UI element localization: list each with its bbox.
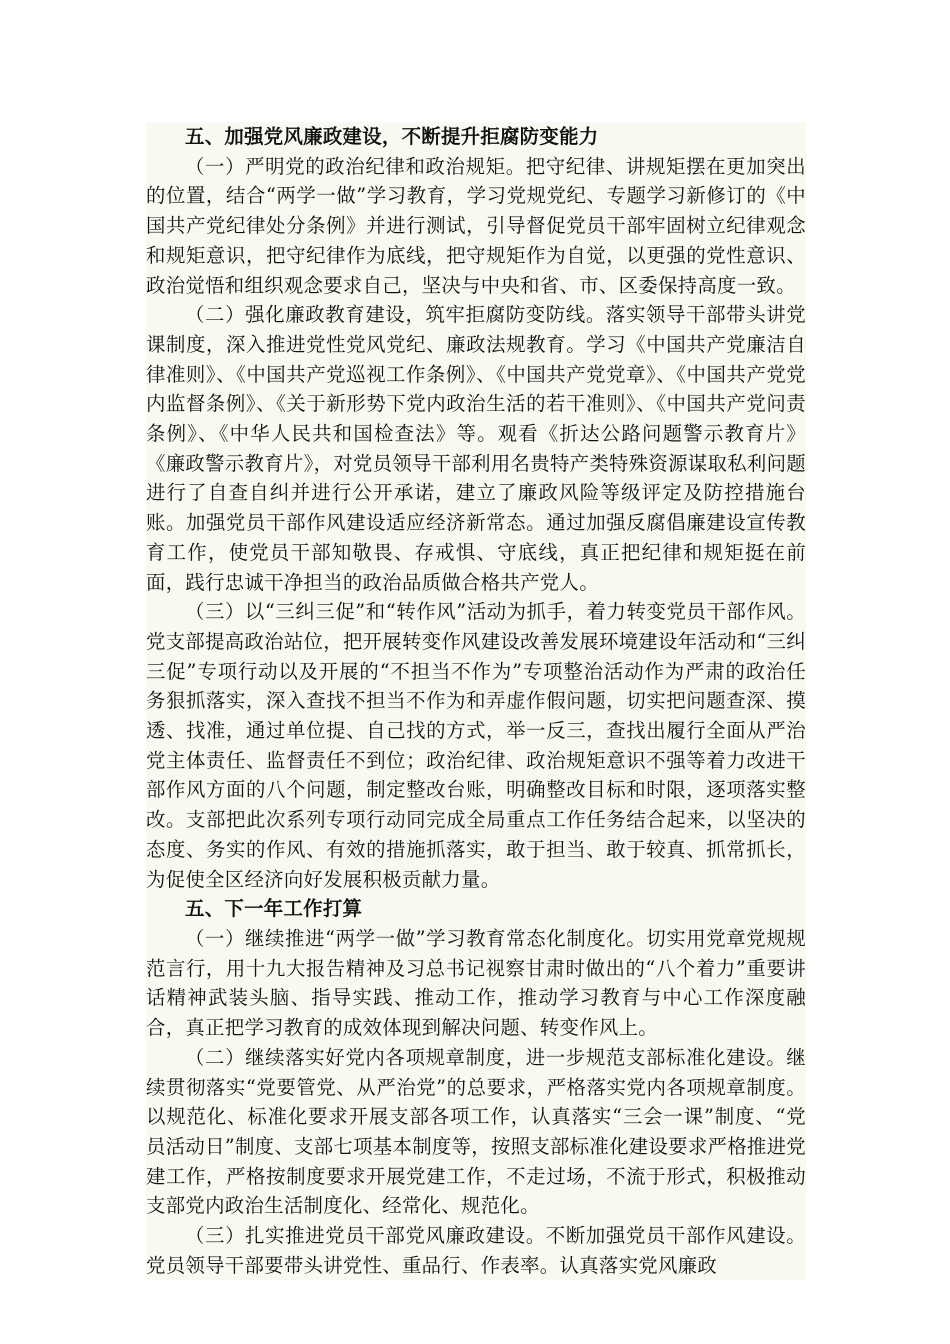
paragraph-clean-governance: （三）扎实推进党员干部党风廉政建设。不断加强党员干部作风建设。党员领导干部要带头讲党性、重品行、作表率。认真落实党风廉政 xyxy=(146,1224,806,1277)
paragraph-branch-standardization: （二）继续落实好党内各项规章制度，进一步规范支部标准化建设。继续贯彻落实“党要管党、从严治党”的总要求，严格落实党内各项规章制度。以规范化、标准化要求开展支部各项工作，认真落实“三会一课”制度、“党员活动日”制度、支部七项基本制度等，按照支部标准化建设要求严格推进党建工作，严格按制度要求开展党建工作，不走过场，不流于形式，积极推动支部党内政治生活制度化、经常化、规范化。 xyxy=(146,1045,807,1218)
paragraph-political-discipline: （一）严明党的政治纪律和政治规矩。把守纪律、讲规矩摆在更加突出的位置，结合“两学一做”学习教育，学习党规党纪、专题学习新修订的《中国共产党纪律处分条例》并进行测试，引导督促党员干部牢固树立纪律观念和规矩意识，把守纪律作为底线，把守规矩作为自觉，以更强的党性意识、政治觉悟和组织观念要求自己，坚决与中央和省、市、区委保持高度一致。 xyxy=(146,154,806,297)
paragraph-integrity-education: （二）强化廉政教育建设，筑牢拒腐防变防线。落实领导干部带头讲党课制度，深入推进党性党风党纪、廉政法规教育。学习《中国共产党廉洁自律准则》、《中国共产党巡视工作条例》、《中国共产党党章》、《中国共产党党内监督条例》、《关于新形势下党内政治生活的若干准则》、《中国共产党问责条例》、《中华人民共和国检查法》等。观看《折达公路问题警示教育片》《廉政警示教育片》，对党员领导干部利用名贵特产类特殊资源谋取私利问题进行了自查自纠并进行公开承诺，建立了廉政风险等级评定及防控措施台账。加强党员干部作风建设适应经济新常态。通过加强反腐倡廉建设宣传教育工作，使党员干部知敬畏、存戒惧、守底线，真正把纪律和规矩挺在前面，践行忠诚干净担当的政治品质做合格共产党人。 xyxy=(146,303,806,594)
paragraph-study-normalization: （一）继续推进“两学一做”学习教育常态化制度化。切实用党章党规规范言行，用十九大报告精神及习总书记视察甘肃时做出的“八个着力”重要讲话精神武装头脑、指导实践、推动工作，推动学习教育与中心工作深度融合，真正把学习教育的成效体现到解决问题、转变作风上。 xyxy=(146,926,806,1040)
document-body xyxy=(146,122,806,1280)
section-heading-party-conduct: 五、加强党风廉政建设，不断提升拒腐防变能力 xyxy=(185,125,599,148)
paragraph-work-style: （三）以“三纠三促”和“转作风”活动为抓手，着力转变党员干部作风。党支部提高政治站位，把开展转变作风建设改善发展环境建设年活动和“三纠三促”专项行动以及开展的“不担当不作为”专项整治活动作为严肃的政治任务狠抓落实，深入查找不担当不作为和弄虚作假问题，切实把问题查深、摸透、找准，通过单位提、自己找的方式，举一反三，查找出履行全面从严治党主体责任、监督责任不到位；政治纪律、政治规矩意识不强等着力改进干部作风方面的八个问题，制定整改台账，明确整改目标和时限，逐项落实整改。支部把此次系列专项行动同完成全局重点工作任务结合起来，以坚决的态度、务实的作风、有效的措施抓落实，敢于担当、敢于较真、抓常抓长，为促使全区经济向好发展积极贡献力量。 xyxy=(146,600,807,891)
section-heading-next-year-plan: 五、下一年工作打算 xyxy=(185,897,363,921)
